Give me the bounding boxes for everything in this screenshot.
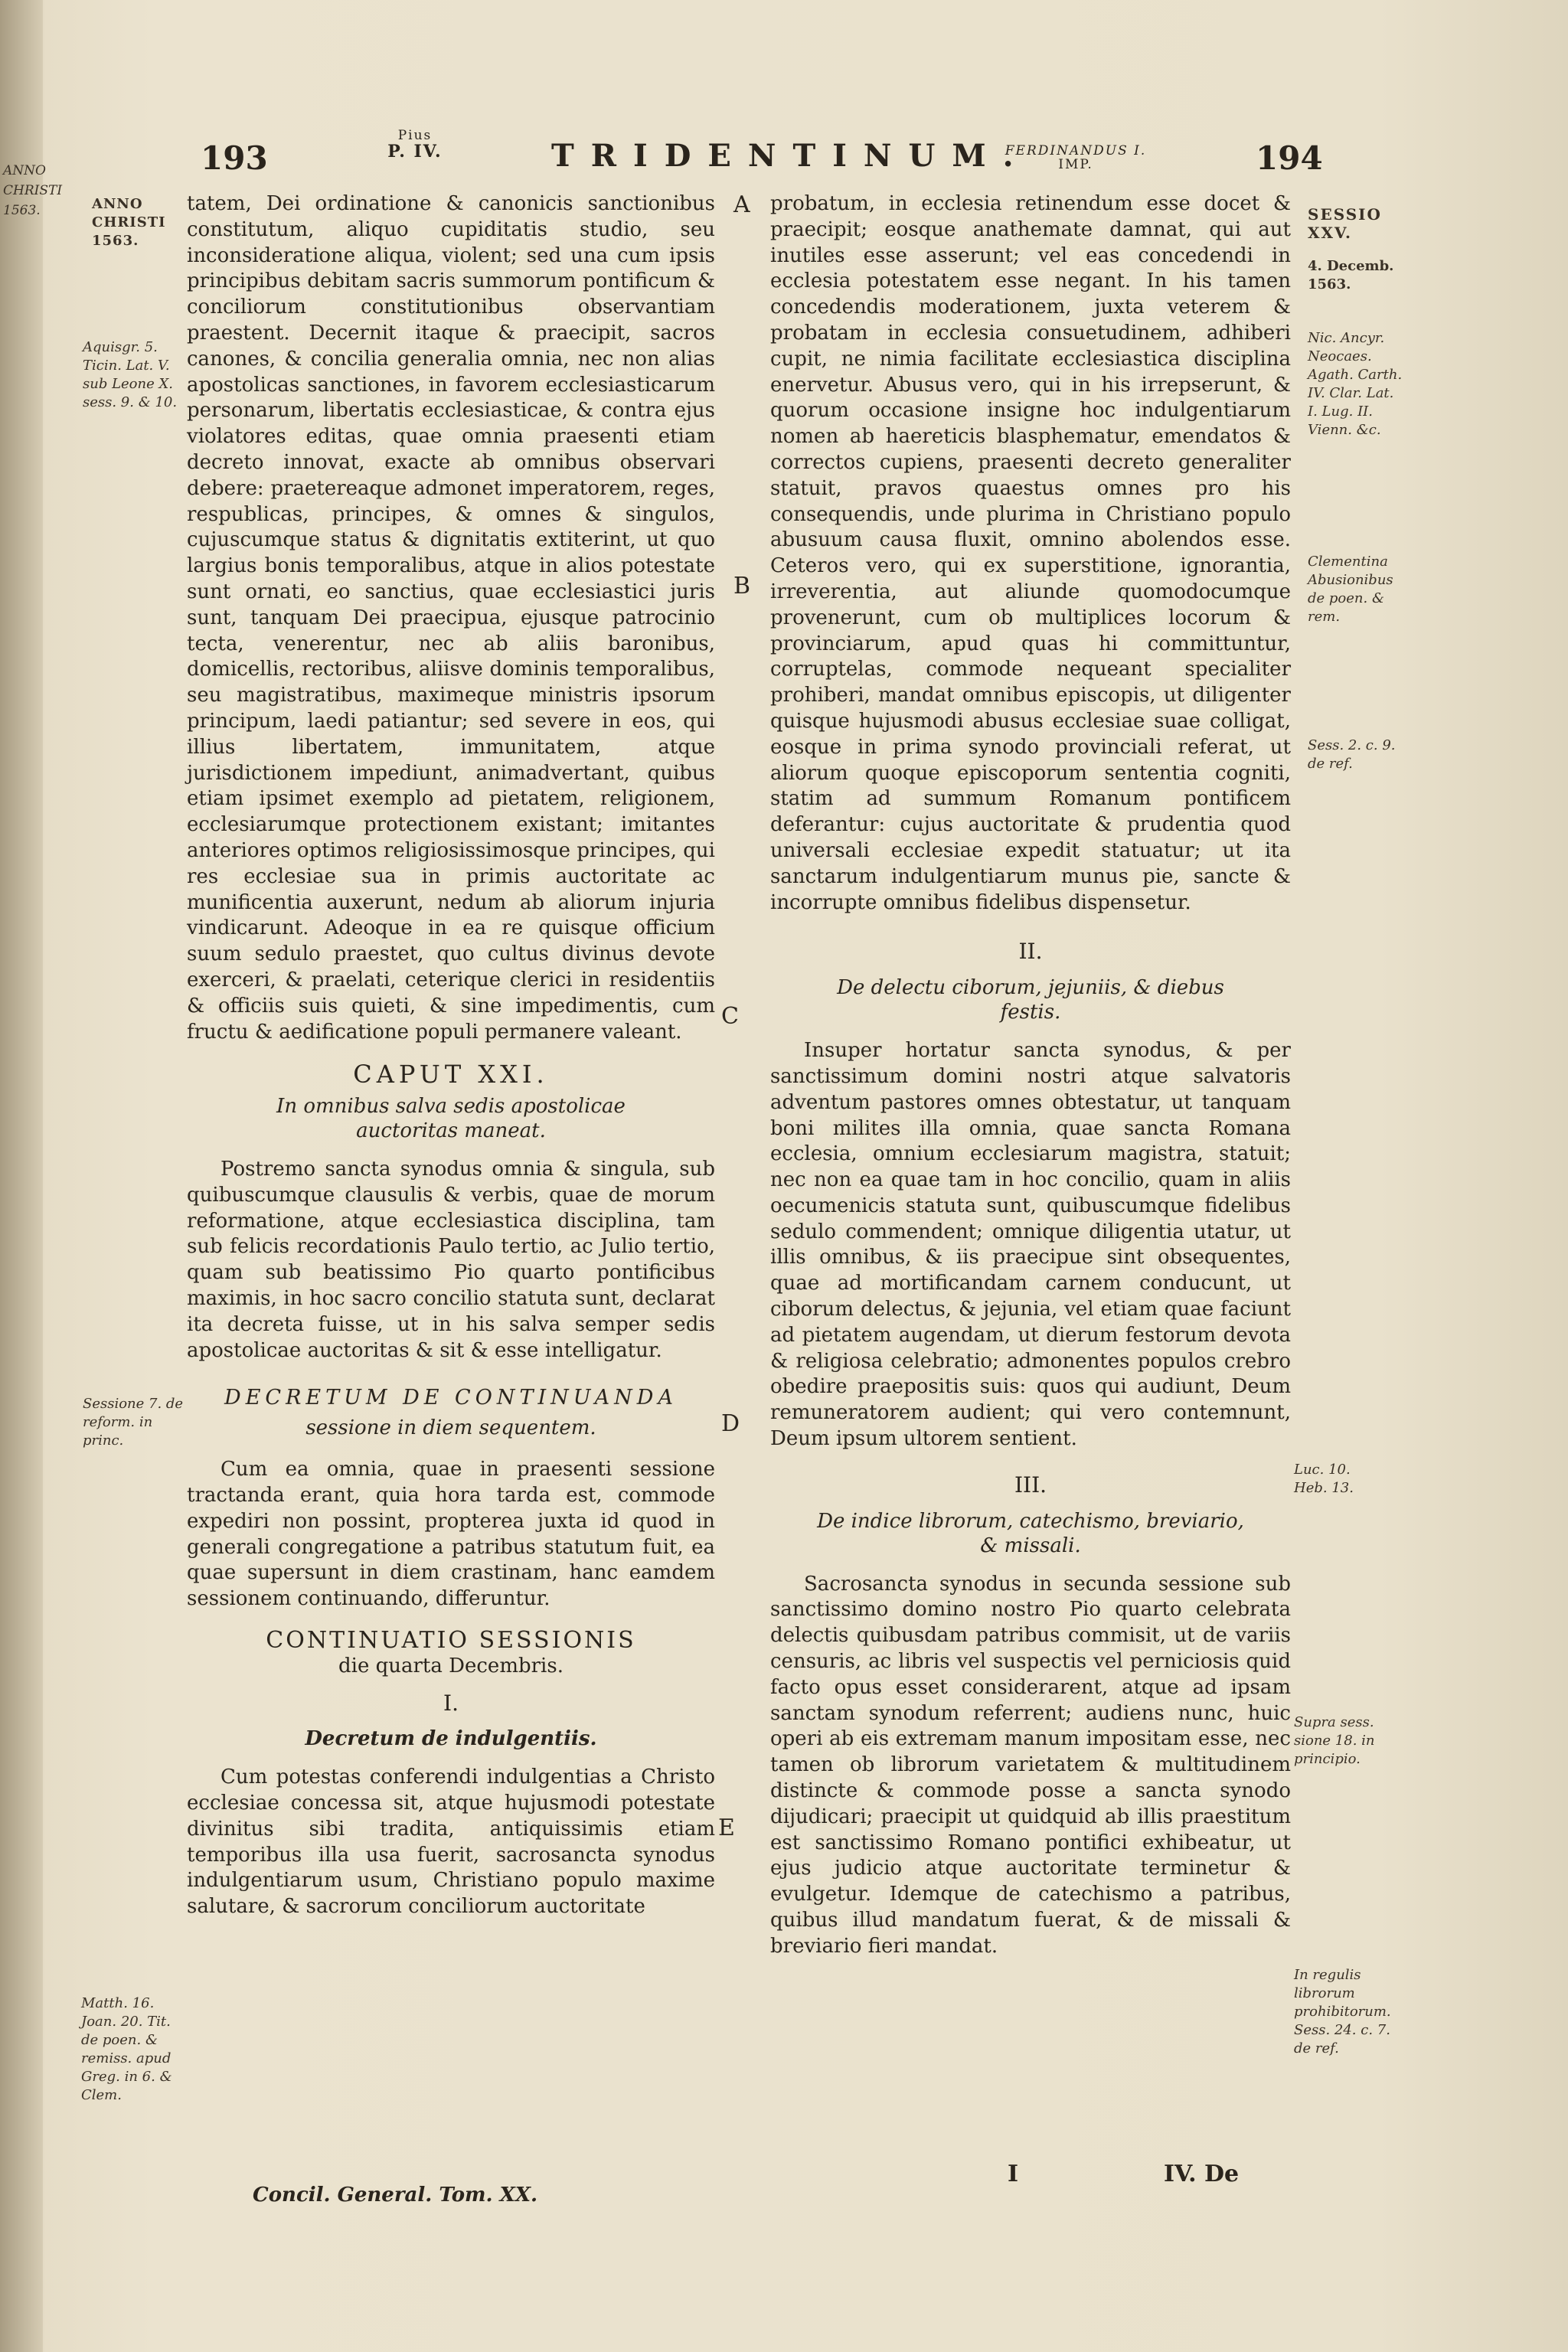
running-head-emperor	[988, 144, 1164, 172]
margin-note-scripture-reference: Matth. 16. Joan. 20. Tit. de poen. & remiss. apud Greg. in 6. & Clem.	[81, 1995, 172, 2103]
adjacent-page-edge	[0, 0, 63, 2352]
margin-note-supra-sessione: Supra sess. sione 18. in principio.	[1294, 1714, 1375, 1767]
margin-note-luke-hebrews: Luc. 10. Heb. 13.	[1294, 1462, 1354, 1496]
caput-xxi-heading: CAPUT XXI.	[353, 1060, 549, 1089]
running-head-pope	[377, 129, 453, 161]
left-text-column	[187, 191, 715, 1920]
page-number-left: 193	[201, 139, 268, 177]
adjacent-page-margin-note: ANNO CHRISTI 1563.	[3, 163, 63, 218]
decretum-subtitle: sessione in diem sequentem.	[305, 1416, 596, 1440]
margin-note-councils-right: Nic. Ancyr. Neocaes. Agath. Carth. IV. Clar. Lat. I. Lug. II. Vienn. &c.	[1308, 330, 1403, 438]
emperor-line-2: IMP.	[1058, 157, 1093, 172]
page-number-right: 194	[1256, 139, 1323, 177]
section-iii-subtitle: De indice librorum, catechismo, breviario, & missali.	[817, 1509, 1244, 1557]
margin-session-label: SESSIO XXV.	[1308, 205, 1382, 242]
section-letter-e: E	[718, 1815, 735, 1841]
section-letter-a: A	[733, 191, 750, 218]
section-letter-b: B	[733, 573, 751, 599]
right-text-column	[770, 191, 1291, 1960]
left-paragraph-1: tatem, Dei ordinatione & canonicis sanctionibus constitutum, aliquo cupiditatis studio, seu inconsideratione aliqua, violent; sed una cum ipsis principibus debitam sacris summorum pontificum & conciliorum constitutionibus observantiam praestent. Decernit itaque & praecipit, sacros canones, & concilia generalia omnia, nec non alias apostolicas sanctiones, in favorem ecclesiasticarum personarum, libertatis ecclesiasticae, & contra ejus violatores editas, quae omnia praesenti etiam decreto innovat, exacte ab omnibus observari debere: praetereaque admonet imperatorem, reges, respublicas, principes, & omnes & singulos, cujuscumque status & dignitatis extiterint, ut quo largius bonis temporalibus, atque in alios potestate sunt ornati, eo sanctius, quae ecclesiastici juris sunt, tanquam Dei praecipua, ejusque patrocinio tecta, venerentur, nec ab aliis baronibus, domicellis, rectoribus, aliisve dominis temporalibus, seu magistratibus, maximeque ministris ipsorum principum, laedi patiantur; sed severe in eos, qui illius libertatem, immunitatem, atque jurisdictionem impediunt, animadvertant, quibus etiam ipsimet exemplo ad pietatem, religionem, ecclesiarumque protectionem existant; imitantes anteriores optimos religiosissimosque principes, qui res ecclesiae sua in primis auctoritate ac munificentia auxerunt, nedum ab aliorum injuria vindicarunt. Adeoque in ea re quisque officium suum sedulo praestet, quo cultus divinus devote exerceri, & praelati, ceterique clerici in residentiis & officiis suis quieti, & sine impedimentis, cum fructu & aedificatione populi permanere valeant.	[187, 192, 715, 1044]
left-paragraph-4: Cum potestas conferendi indulgentias a Christo ecclesiae concessa sit, atque hujusmodi potestate divinitus sibi tradita, antiquissimis etiam temporibus illa usa fuerit, sacrosancta synodus indulgentiarum usum, Christiano populo maxime salutare, & sacrorum conciliorum auctoritate	[187, 1766, 715, 1919]
margin-note-regulis-librorum: In regulis librorum prohibitorum. Sess. 24. c. 7. de ref.	[1294, 1967, 1391, 2056]
emperor-line-1: FERDINANDUS I.	[1004, 143, 1147, 158]
margin-note-session-reference: Sessione 7. de reform. in princ.	[83, 1396, 184, 1449]
decretum-heading: DECRETUM DE CONTINUANDA	[224, 1386, 678, 1410]
decretum-indulgentiis-heading: Decretum de indulgentiis.	[305, 1727, 597, 1751]
right-paragraph-1: probatum, in ecclesia retinendum esse docet & praecipit; eosque anathemate damnat, qui aut inutiles esse asserunt; vel eas concedendi in ecclesia potestatem esse negant. In his tamen concedendis moderationem, juxta veterem & probatam in ecclesia consuetudinem, adhiberi cupit, ne nimia facilitate ecclesiastica disciplina enervetur. Abusus vero, qui in his irrepserunt, & quorum occasione insigne hoc indulgentiarum nomen ab haereticis blasphematur, emendatos & correctos cupiens, praesenti decreto generaliter statuit, pravos quaestus omnes pro his consequendis, unde plurima in Christiano populo abusuum causa fluxit, omnino abolendos esse. Ceteros vero, qui ex superstitione, ignorantia, irreverentia, aut aliunde quomodocumque provenerunt, cum ob multiplices locorum & provinciarum, apud quas hi committuntur, corruptelas, commode nequeant specialiter prohiberi, mandat omnibus episcopis, ut diligenter quisque hujusmodi abusus ecclesiae suae colligat, eosque in prima synodo provinciali referat, ut aliorum quoque episcoporum sententia cogniti, statim ad summum Romanum pontificem deferantur: cujus auctoritate & prudentia quod universali ecclesiae expedit statuatur; ut ita sanctarum indulgentiarum munus pie, sancte & incorrupte omnibus fidelibus dispensetur.	[770, 192, 1291, 914]
continuatio-heading: CONTINUATIO SESSIONIS	[266, 1627, 636, 1655]
section-letter-d: D	[721, 1410, 740, 1437]
margin-note-session-2: Sess. 2. c. 9. de ref.	[1308, 737, 1396, 772]
pope-line-1: Pius	[397, 128, 433, 143]
section-ii-number: II.	[1018, 939, 1043, 965]
left-paragraph-3: Cum ea omnia, quae in praesenti sessione tractanda erant, quia hora tarda est, commode expediri non possint, propterea juxta id quod in generali congregatione a patribus statutum fuit, ea quae supersunt in diem crastinam, hanc eamdem sessionem continuando, differuntur.	[187, 1458, 715, 1611]
running-head-title: TRIDENTINUM.	[551, 138, 1031, 174]
section-ii-subtitle: De delectu ciborum, jejuniis, & diebus festis.	[837, 976, 1224, 1024]
continuatio-date: die quarta Decembris.	[338, 1654, 564, 1677]
caput-xxi-subtitle: In omnibus salva sedis apostolicae auctoritas maneat.	[276, 1095, 626, 1143]
right-paragraph-3: Sacrosancta synodus in secunda sessione sub sanctissimo domino nostro Pio quarto celebrata delectis quibusdam patribus commisit, ut de variis censuris, ac libris vel suspectis vel perniciosis quid facto opus esset considerarent, atque ad ipsam sanctam synodum referrent; audiens nunc, huic operi ab eis extremam manum impositam esse, nec tamen ob librorum varietatem & multitudinem distincte & commode posse a sancta synodo dijudicari; praecipit ut quidquid ab illis praestitum est sanctissimo Romano pontifici exhibeatur, ut ejus judicio atque auctoritate terminetur & evulgetur. Idemque de catechismo a patribus, quibus illud mandatum fuerat, & de missali & breviario fieri mandat.	[770, 1572, 1291, 1958]
signature-line: Concil. General. Tom. XX.	[253, 2184, 538, 2207]
margin-note-council-citations: Aquisgr. 5. Ticin. Lat. V. sub Leone X. sess. 9. & 10.	[83, 339, 178, 410]
section-letter-c: C	[721, 1003, 739, 1030]
pope-line-2: P. IV.	[387, 142, 443, 162]
section-i-number: I.	[443, 1690, 459, 1716]
signature-mark-right: I	[1008, 2161, 1019, 2187]
margin-session-date: 4. Decemb. 1563.	[1308, 258, 1394, 292]
margin-note-clementina: Clementina Abusionibus de poen. & rem.	[1308, 554, 1393, 625]
right-paragraph-2: Insuper hortatur sancta synodus, & per sanctissimum domini nostri atque salvatoris adventum pastores omnes obtestatur, ut tanquam boni milites illa omnia, quae sancta Romana ecclesia, omnium ecclesiarum magistra, statuit; nec non ea quae tam in hoc concilio, quam in aliis oecumenicis statuta sunt, quibuscumque fidelibus sedulo commendent; omnique diligentia utatur, ut illis omnibus, & iis praecipue sint obsequentes, quae ad mortificandam carnem conducunt, ut ciborum delectus, & jejunia, vel etiam quae faciunt ad pietatem augendam, ut dierum festorum devota & religiosa celebratio; admonentes populos crebro obedire praepositis suis: quos qui audiunt, Deum remuneratorem audient; qui vero contemnunt, Deum ipsum ultorem sentient.	[770, 1039, 1291, 1451]
section-iii-number: III.	[1014, 1472, 1047, 1498]
catchword: IV. De	[1164, 2161, 1240, 2187]
margin-year-note: ANNO CHRISTI 1563.	[92, 196, 166, 249]
left-paragraph-2: Postremo sancta synodus omnia & singula, sub quibuscumque clausulis & verbis, quae de morum reformatione, atque ecclesiastica disciplina, tam sub felicis recordationis Paulo tertio, ac Julio tertio, quam sub beatissimo Pio quarto pontificibus maximis, in hoc sacro concilio statuta sunt, declarat ita decreta fuisse, ut in his salva semper sedis apostolicae auctoritas & sit & esse intelligatur.	[187, 1158, 715, 1362]
